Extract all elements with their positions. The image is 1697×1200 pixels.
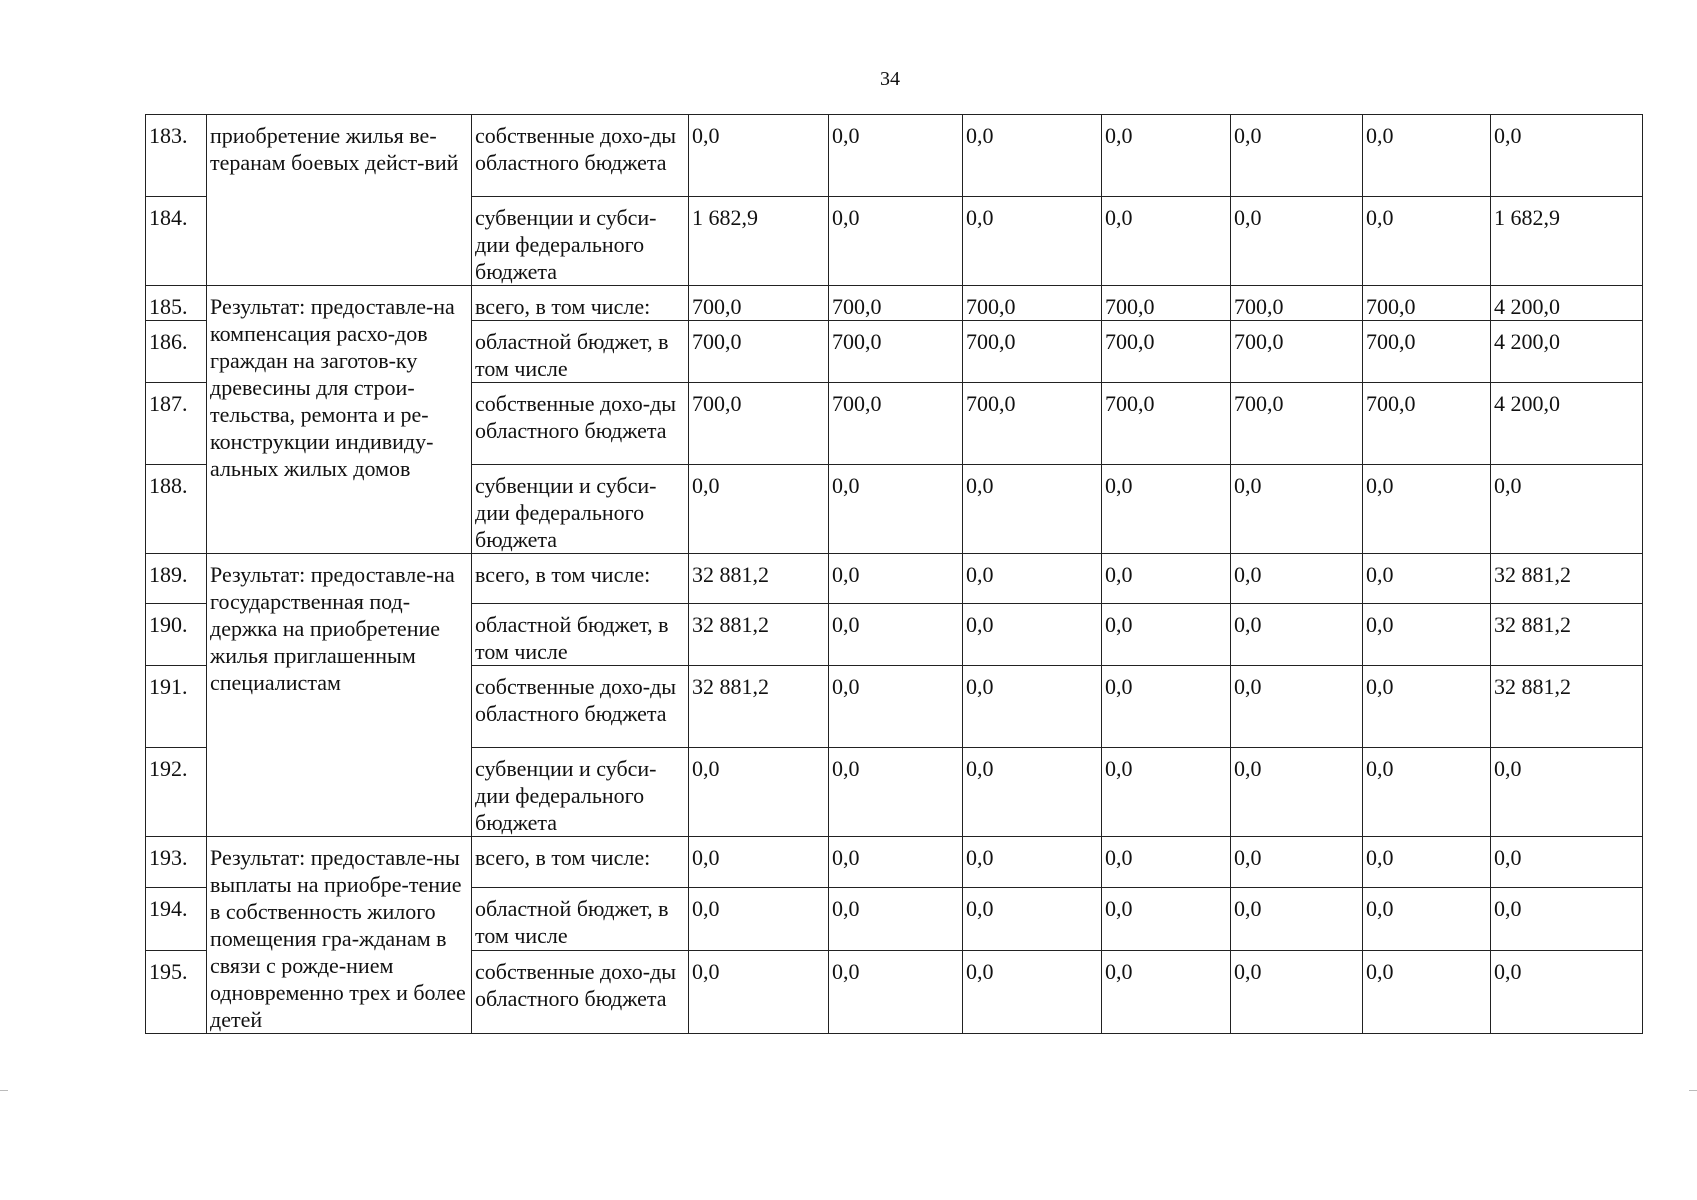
year-value: 700,0 <box>1363 286 1491 321</box>
year-value: 0,0 <box>963 465 1102 554</box>
year-value: 0,0 <box>1231 604 1363 666</box>
row-number: 187. <box>146 383 207 465</box>
year-value: 0,0 <box>963 554 1102 604</box>
year-value: 700,0 <box>1231 321 1363 383</box>
year-value: 0,0 <box>1102 748 1231 837</box>
year-value: 0,0 <box>963 666 1102 748</box>
year-value: 0,0 <box>1231 950 1363 1033</box>
total-value: 32 881,2 <box>1491 554 1643 604</box>
year-value: 0,0 <box>829 554 963 604</box>
year-value: 700,0 <box>1363 321 1491 383</box>
funding-source: областной бюджет, в том числе <box>472 604 689 666</box>
year-value: 700,0 <box>963 286 1102 321</box>
year-value: 0,0 <box>1102 837 1231 888</box>
year-value: 0,0 <box>1363 604 1491 666</box>
table-row <box>146 115 1643 197</box>
budget-table <box>145 114 1643 1034</box>
scan-edge-mark-left <box>0 1090 8 1091</box>
year-value: 0,0 <box>1363 837 1491 888</box>
year-value: 0,0 <box>829 887 963 950</box>
year-value: 0,0 <box>1102 666 1231 748</box>
table-row <box>146 837 1643 888</box>
row-number: 188. <box>146 465 207 554</box>
year-value: 0,0 <box>1102 887 1231 950</box>
year-value: 0,0 <box>1363 666 1491 748</box>
budget-table-body <box>146 115 1643 1034</box>
row-number: 191. <box>146 666 207 748</box>
row-number: 189. <box>146 554 207 604</box>
measure-description: приобретение жилья ве-теранам боевых дейст-вий <box>207 115 472 286</box>
total-value: 32 881,2 <box>1491 666 1643 748</box>
total-value: 4 200,0 <box>1491 383 1643 465</box>
year-value: 0,0 <box>829 465 963 554</box>
funding-source: собственные дохо-ды областного бюджета <box>472 115 689 197</box>
year-value: 0,0 <box>963 197 1102 286</box>
measure-description: Результат: предоставле-на государственная под-держка на приобретение жилья приглашенным специалистам <box>207 554 472 837</box>
funding-source: собственные дохо-ды областного бюджета <box>472 383 689 465</box>
year-value: 0,0 <box>829 604 963 666</box>
row-number: 192. <box>146 748 207 837</box>
year-value: 32 881,2 <box>689 666 829 748</box>
year-value: 0,0 <box>1231 197 1363 286</box>
year-value: 0,0 <box>829 666 963 748</box>
scan-edge-mark-right <box>1689 1090 1697 1091</box>
row-number: 190. <box>146 604 207 666</box>
year-value: 0,0 <box>963 887 1102 950</box>
year-value: 700,0 <box>1102 383 1231 465</box>
year-value: 700,0 <box>829 321 963 383</box>
row-number: 194. <box>146 887 207 950</box>
page-number: 34 <box>880 68 900 90</box>
year-value: 700,0 <box>829 383 963 465</box>
funding-source: областной бюджет, в том числе <box>472 321 689 383</box>
year-value: 0,0 <box>1102 950 1231 1033</box>
row-number: 183. <box>146 115 207 197</box>
total-value: 0,0 <box>1491 748 1643 837</box>
measure-description: Результат: предоставле-на компенсация расхо-дов граждан на заготов-ку древесины для строи-тельства, ремонта и ре-конструкции индивиду-альных жилых домов <box>207 286 472 554</box>
year-value: 0,0 <box>1231 748 1363 837</box>
year-value: 0,0 <box>1231 666 1363 748</box>
year-value: 0,0 <box>689 748 829 837</box>
row-number: 186. <box>146 321 207 383</box>
total-value: 0,0 <box>1491 837 1643 888</box>
year-value: 700,0 <box>1231 383 1363 465</box>
funding-source: всего, в том числе: <box>472 554 689 604</box>
year-value: 0,0 <box>963 604 1102 666</box>
funding-source: субвенции и субси-дии федерального бюджета <box>472 748 689 837</box>
year-value: 0,0 <box>963 115 1102 197</box>
year-value: 0,0 <box>689 950 829 1033</box>
funding-source: собственные дохо-ды областного бюджета <box>472 950 689 1033</box>
year-value: 0,0 <box>1102 554 1231 604</box>
year-value: 0,0 <box>1363 465 1491 554</box>
year-value: 700,0 <box>963 321 1102 383</box>
year-value: 0,0 <box>689 115 829 197</box>
year-value: 700,0 <box>689 383 829 465</box>
year-value: 0,0 <box>1231 837 1363 888</box>
year-value: 0,0 <box>829 115 963 197</box>
row-number: 195. <box>146 950 207 1033</box>
year-value: 0,0 <box>1363 950 1491 1033</box>
year-value: 0,0 <box>1102 604 1231 666</box>
year-value: 0,0 <box>1231 887 1363 950</box>
year-value: 0,0 <box>963 837 1102 888</box>
year-value: 0,0 <box>829 950 963 1033</box>
row-number: 185. <box>146 286 207 321</box>
total-value: 0,0 <box>1491 115 1643 197</box>
year-value: 700,0 <box>1102 286 1231 321</box>
table-row <box>146 554 1643 604</box>
total-value: 0,0 <box>1491 950 1643 1033</box>
total-value: 4 200,0 <box>1491 286 1643 321</box>
funding-source: собственные дохо-ды областного бюджета <box>472 666 689 748</box>
funding-source: субвенции и субси-дии федерального бюджета <box>472 197 689 286</box>
year-value: 0,0 <box>1363 748 1491 837</box>
funding-source: областной бюджет, в том числе <box>472 887 689 950</box>
year-value: 700,0 <box>689 321 829 383</box>
year-value: 0,0 <box>1102 115 1231 197</box>
year-value: 0,0 <box>1231 465 1363 554</box>
funding-source: всего, в том числе: <box>472 286 689 321</box>
year-value: 0,0 <box>1102 465 1231 554</box>
year-value: 0,0 <box>689 837 829 888</box>
funding-source: всего, в том числе: <box>472 837 689 888</box>
total-value: 32 881,2 <box>1491 604 1643 666</box>
year-value: 700,0 <box>1102 321 1231 383</box>
funding-source: субвенции и субси-дии федерального бюджета <box>472 465 689 554</box>
year-value: 700,0 <box>1231 286 1363 321</box>
year-value: 0,0 <box>1363 887 1491 950</box>
row-number: 193. <box>146 837 207 888</box>
year-value: 0,0 <box>963 748 1102 837</box>
total-value: 1 682,9 <box>1491 197 1643 286</box>
total-value: 0,0 <box>1491 465 1643 554</box>
row-number: 184. <box>146 197 207 286</box>
year-value: 0,0 <box>1363 554 1491 604</box>
year-value: 0,0 <box>829 837 963 888</box>
year-value: 700,0 <box>963 383 1102 465</box>
year-value: 0,0 <box>1102 197 1231 286</box>
year-value: 0,0 <box>1231 115 1363 197</box>
year-value: 0,0 <box>1231 554 1363 604</box>
year-value: 1 682,9 <box>689 197 829 286</box>
year-value: 0,0 <box>689 887 829 950</box>
total-value: 0,0 <box>1491 887 1643 950</box>
year-value: 700,0 <box>1363 383 1491 465</box>
measure-description: Результат: предоставле-ны выплаты на приобре-тение в собственность жилого помещения гра-жданам в связи с рожде-нием одновременно трех и более детей <box>207 837 472 1034</box>
year-value: 32 881,2 <box>689 554 829 604</box>
total-value: 4 200,0 <box>1491 321 1643 383</box>
year-value: 0,0 <box>1363 115 1491 197</box>
year-value: 0,0 <box>1363 197 1491 286</box>
year-value: 700,0 <box>689 286 829 321</box>
year-value: 0,0 <box>829 197 963 286</box>
year-value: 0,0 <box>689 465 829 554</box>
year-value: 0,0 <box>963 950 1102 1033</box>
year-value: 32 881,2 <box>689 604 829 666</box>
year-value: 700,0 <box>829 286 963 321</box>
table-row <box>146 286 1643 321</box>
year-value: 0,0 <box>829 748 963 837</box>
